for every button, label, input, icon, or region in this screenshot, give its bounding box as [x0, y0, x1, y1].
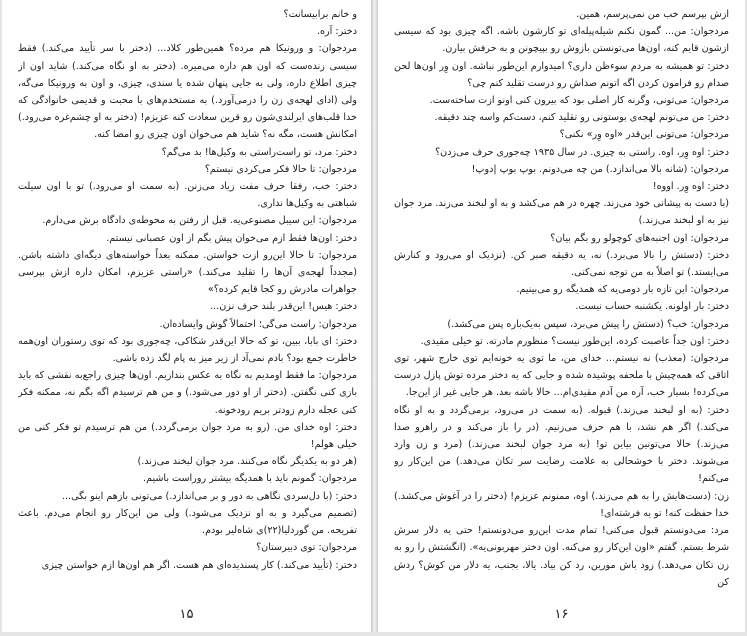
paragraph: (هر دو به یکدیگر نگاه می‌کنند. مرد جوان لبخند می‌زند.): [137, 456, 357, 468]
paragraph: دختر: من می‌تونم لهجه‌ی بوستونی رو تقلید کنم، دست‌کم واسه چند دقیقه.: [434, 112, 729, 124]
paragraph: مردجوان: (معذب) نه نیستم... خدای من، ما توی یه خونه‌ایم توی خارج شهر، توی اتاقی که همه‌چیش با ملحفه پوشیده شده و جایی که یه دختر مرده توش پازل درست می‌کرده! بسیار خب، آره من آدم مقیدی‌ام... حالا باشه بعد. هر جایی غیر از این‌جا.: [394, 353, 729, 399]
paragraph: (با دست به پیشانی خود می‌زند. چهره در هم می‌کشد و به او لبخند می‌زند. مرد جوان نیز به او لبخند می‌زند.): [394, 198, 729, 227]
paragraph: و خانم برابیسانت؟: [283, 9, 357, 20]
paragraph: دختر: اوه وِر، اوه. راستی به چیزی. در سال ۱۹۳۵ چه‌جوری حرف می‌زدن؟: [435, 146, 729, 158]
paragraph: دختر: ای بابا، ببین، تو که حالا این‌قدر شکاکی، چه‌جوری بود که توی رستوران اون‌همه خاطرت جمع بود؟ بادم نمی‌آد از زیر میز به پام لگد زده باشی.: [18, 335, 357, 365]
paragraph: دختر: آره.: [316, 26, 357, 38]
paragraph: مردجوان: این تازه بار دومی‌یه که همدیگه رو می‌بینیم.: [516, 284, 729, 296]
right-page-number: ۱۶: [554, 607, 569, 622]
paragraph: (تصمیم می‌گیرد و به او نزدیک می‌شود.) ولی من این‌کار رو انجام می‌دم. باعث تفریحه. من گوردلیا(۲۲)ی شاه‌لیر بودم.: [18, 507, 357, 537]
paragraph: دختر: اوه خدای من. (رو به مرد جوان برمی‌گردد.) من هم ترسیدم تو فکر کنی من خیلی هولم!: [18, 421, 357, 451]
paragraph: دختر: اون‌ها فقط ازم می‌خوان پیش بگم از اون عصبانی نیستم.: [106, 232, 357, 244]
left-page-number: ۱۵: [179, 607, 194, 622]
paragraph: مردجوان: اون اجنبه‌های کوچولو رو بگم بیان؟: [550, 232, 729, 244]
paragraph: دختر: خب، رفقا حرف مفت زیاد می‌زنن. (به سمت او می‌رود.) تو با اون سیلت شباهتی به وکیل‌ها نداری.: [18, 181, 357, 210]
paragraph: مردجوان: این سیبل مصنوعی‌یه. قبل از رفتن به محوطه‌ی دادگاه برش می‌دارم.: [42, 215, 357, 227]
paragraph: دختر: هیس! این‌قدر بلند حرف نزن...: [210, 301, 357, 313]
paragraph: مردجوان: راست می‌گی؛ احتمالاً گوش وایساده‌ان.: [159, 318, 357, 330]
paragraph: دختر: اون جداً عاصبت کرده، این‌طور نیست؟ منظورم مادرته. تو خیلی مقیدی.: [420, 335, 729, 347]
right-page-text: [394, 6, 729, 592]
paragraph: دختر: بار اولونه. یکشنبه حساب نیست.: [575, 301, 729, 313]
paragraph: مردجوان: و ورونیکا هم مرده؟ همین‌طور کلاد... (دختر با سر تأیید می‌کند.) فقط سیسی زنده‌ست که اون هم داره می‌میره. (دختر به او نگاه می‌کند.) شاید اون از چیزی اطلاع داره، ولی به جایی پنهان شده یا سندی، چیزی، و اون به ورونیکا می‌گه، ولی (ادای لهجه‌ی زن را درمی‌آورد.) به مستخدم‌های با محبت و قدیمی خانوادگی که خدا قلب‌های ایرلندی‌شون رو قرین سعادت کنه عزیزم! (دختر به او چشم‌غره می‌رود.) امکانش هست، مگه نه؟ شاید هم می‌خوان اون چیزی رو امضا کنه.: [18, 43, 357, 141]
paragraph: مرد: می‌دونستم قبول می‌کنی! تمام مدت این‌رو می‌دونستم! حتی یه دلار سرش شرط بستم. گفتم «اون این‌کار رو می‌کنه. اون دختر مهربونی‌یه». (انگشتش را رو به زن تکان می‌دهد.) زود باش مورین، رد کن بیاد. یالا، بجنب، یه دلار من کوش؟ ردش کن: [394, 525, 729, 588]
paragraph: مردجوان: خب؟ (دستش را پیش می‌برد، سپس به‌یک‌باره پس می‌کشد.): [447, 318, 729, 330]
paragraph: دختر: اوه وِر. اووه!: [652, 181, 729, 193]
paragraph: مردجوان: ما فقط اومدیم به نگاه به عکس بندازیم. اون‌ها چیزی راجع‌به نقشی که باید بازی کنی نگفتن. (دختر از او دور می‌شود.) و من هم ترسیدم اگه بگم نه، ممکنه فکر کنی عجله دارم زودتر بریم رودخونه.: [18, 370, 357, 416]
paragraph: ازش بپرسم خب من نمی‌پرسم، همین.: [576, 9, 729, 20]
paragraph: مردجوان: گمونم باید با همدیگه بیشتر روراست باشیم.: [143, 473, 357, 485]
paragraph: دختر: (با دل‌سردی نگاهی به دور و بر می‌اندازد.) می‌تونی بازهم اینو بگی...: [61, 490, 357, 502]
paragraph: مردجوان: می‌تونی، وگرنه کار اصلی بود که بیرون کنی اونو ازت ساخته‌ست.: [429, 95, 729, 107]
paragraph: دختر: (به او لبخند می‌زند.) قبوله. (به سمت در می‌رود، برمی‌گردد و به او نگاه می‌کند.) اگر هم نشد، با هم حرف می‌زنیم. (در را باز می‌کند و در راهرو صدا می‌زند.) حالا می‌تونین بیاین تو! (به مرد جوان لبخند می‌زند.) (مرد و زن وارد می‌شوند. دختر با خوشحالی به علامت رضایت سر تکان می‌دهد.) من این‌کار رو می‌کنم!: [394, 404, 729, 485]
paragraph: دختر: (تأیید می‌کند.) کار پسندیده‌ای هم هست. اگر هم اون‌ها ازم خواستن چیزی: [41, 559, 357, 571]
paragraph: مردجوان: می‌تونی این‌قدر «اوه وِر» نکنی؟: [559, 129, 729, 141]
left-page: [2, 0, 372, 632]
paragraph: دختر: مرد، تو راست‌راستی به وکیل‌ها! بد می‌گم؟: [161, 146, 357, 158]
paragraph: مردجوان: من... گمون نکنم شیله‌پیله‌ای تو کارشون باشه. اگه چیزی بود که سیسی ازشون قایم کنه، اون‌ها می‌تونستن بازوش رو بپیچونن و به حرفش بیارن.: [394, 26, 729, 55]
paragraph: دختر: تو همیشه به مردم سوءظن داری؟ امیدوارم این‌طور نباشه. اون وِر اون‌ها لحن صدام رو فرامون کردن اگه اتونم صداش رو درست تقلید کنم چی؟: [394, 60, 729, 89]
paragraph: زن: (دست‌هایش را به هم می‌زند.) اوه، ممنونم عزیزم! (دختر را در آغوش می‌کشد.) خدا حفظت کنه! تو یه فرشته‌ای!: [394, 490, 729, 519]
paragraph: دختر: (دستش را بالا می‌برد.) نه، یه دقیقه صبر کن. (نزدیک او می‌رود و کنارش می‌ایستد.) تو اصلاً به من توجه نمی‌کنی.: [394, 249, 729, 279]
right-page: [377, 0, 745, 632]
paragraph: مردجوان: توی دبیرستان؟: [256, 542, 357, 554]
left-page-text: [18, 6, 357, 592]
paragraph: مردجوان: تا حالا این‌رو ازت خواستن. ممکنه بعداً خواسته‌های دیگه‌ای داشته باشن. (مجدداً لهجه‌ی آن‌ها را تقلید می‌کند.) «راستی عزیزم، امکان داره ازش بپرسی جواهرات مادرش رو کجا قایم کرده؟»: [18, 249, 357, 296]
paragraph: مردجوان: تا حالا فکر می‌کردی نیستم؟: [204, 163, 357, 175]
paragraph: مردجوان: (شانه بالا می‌اندازد.) من چه می‌دونم. بوپ بوپ |دوپ!: [471, 163, 729, 175]
